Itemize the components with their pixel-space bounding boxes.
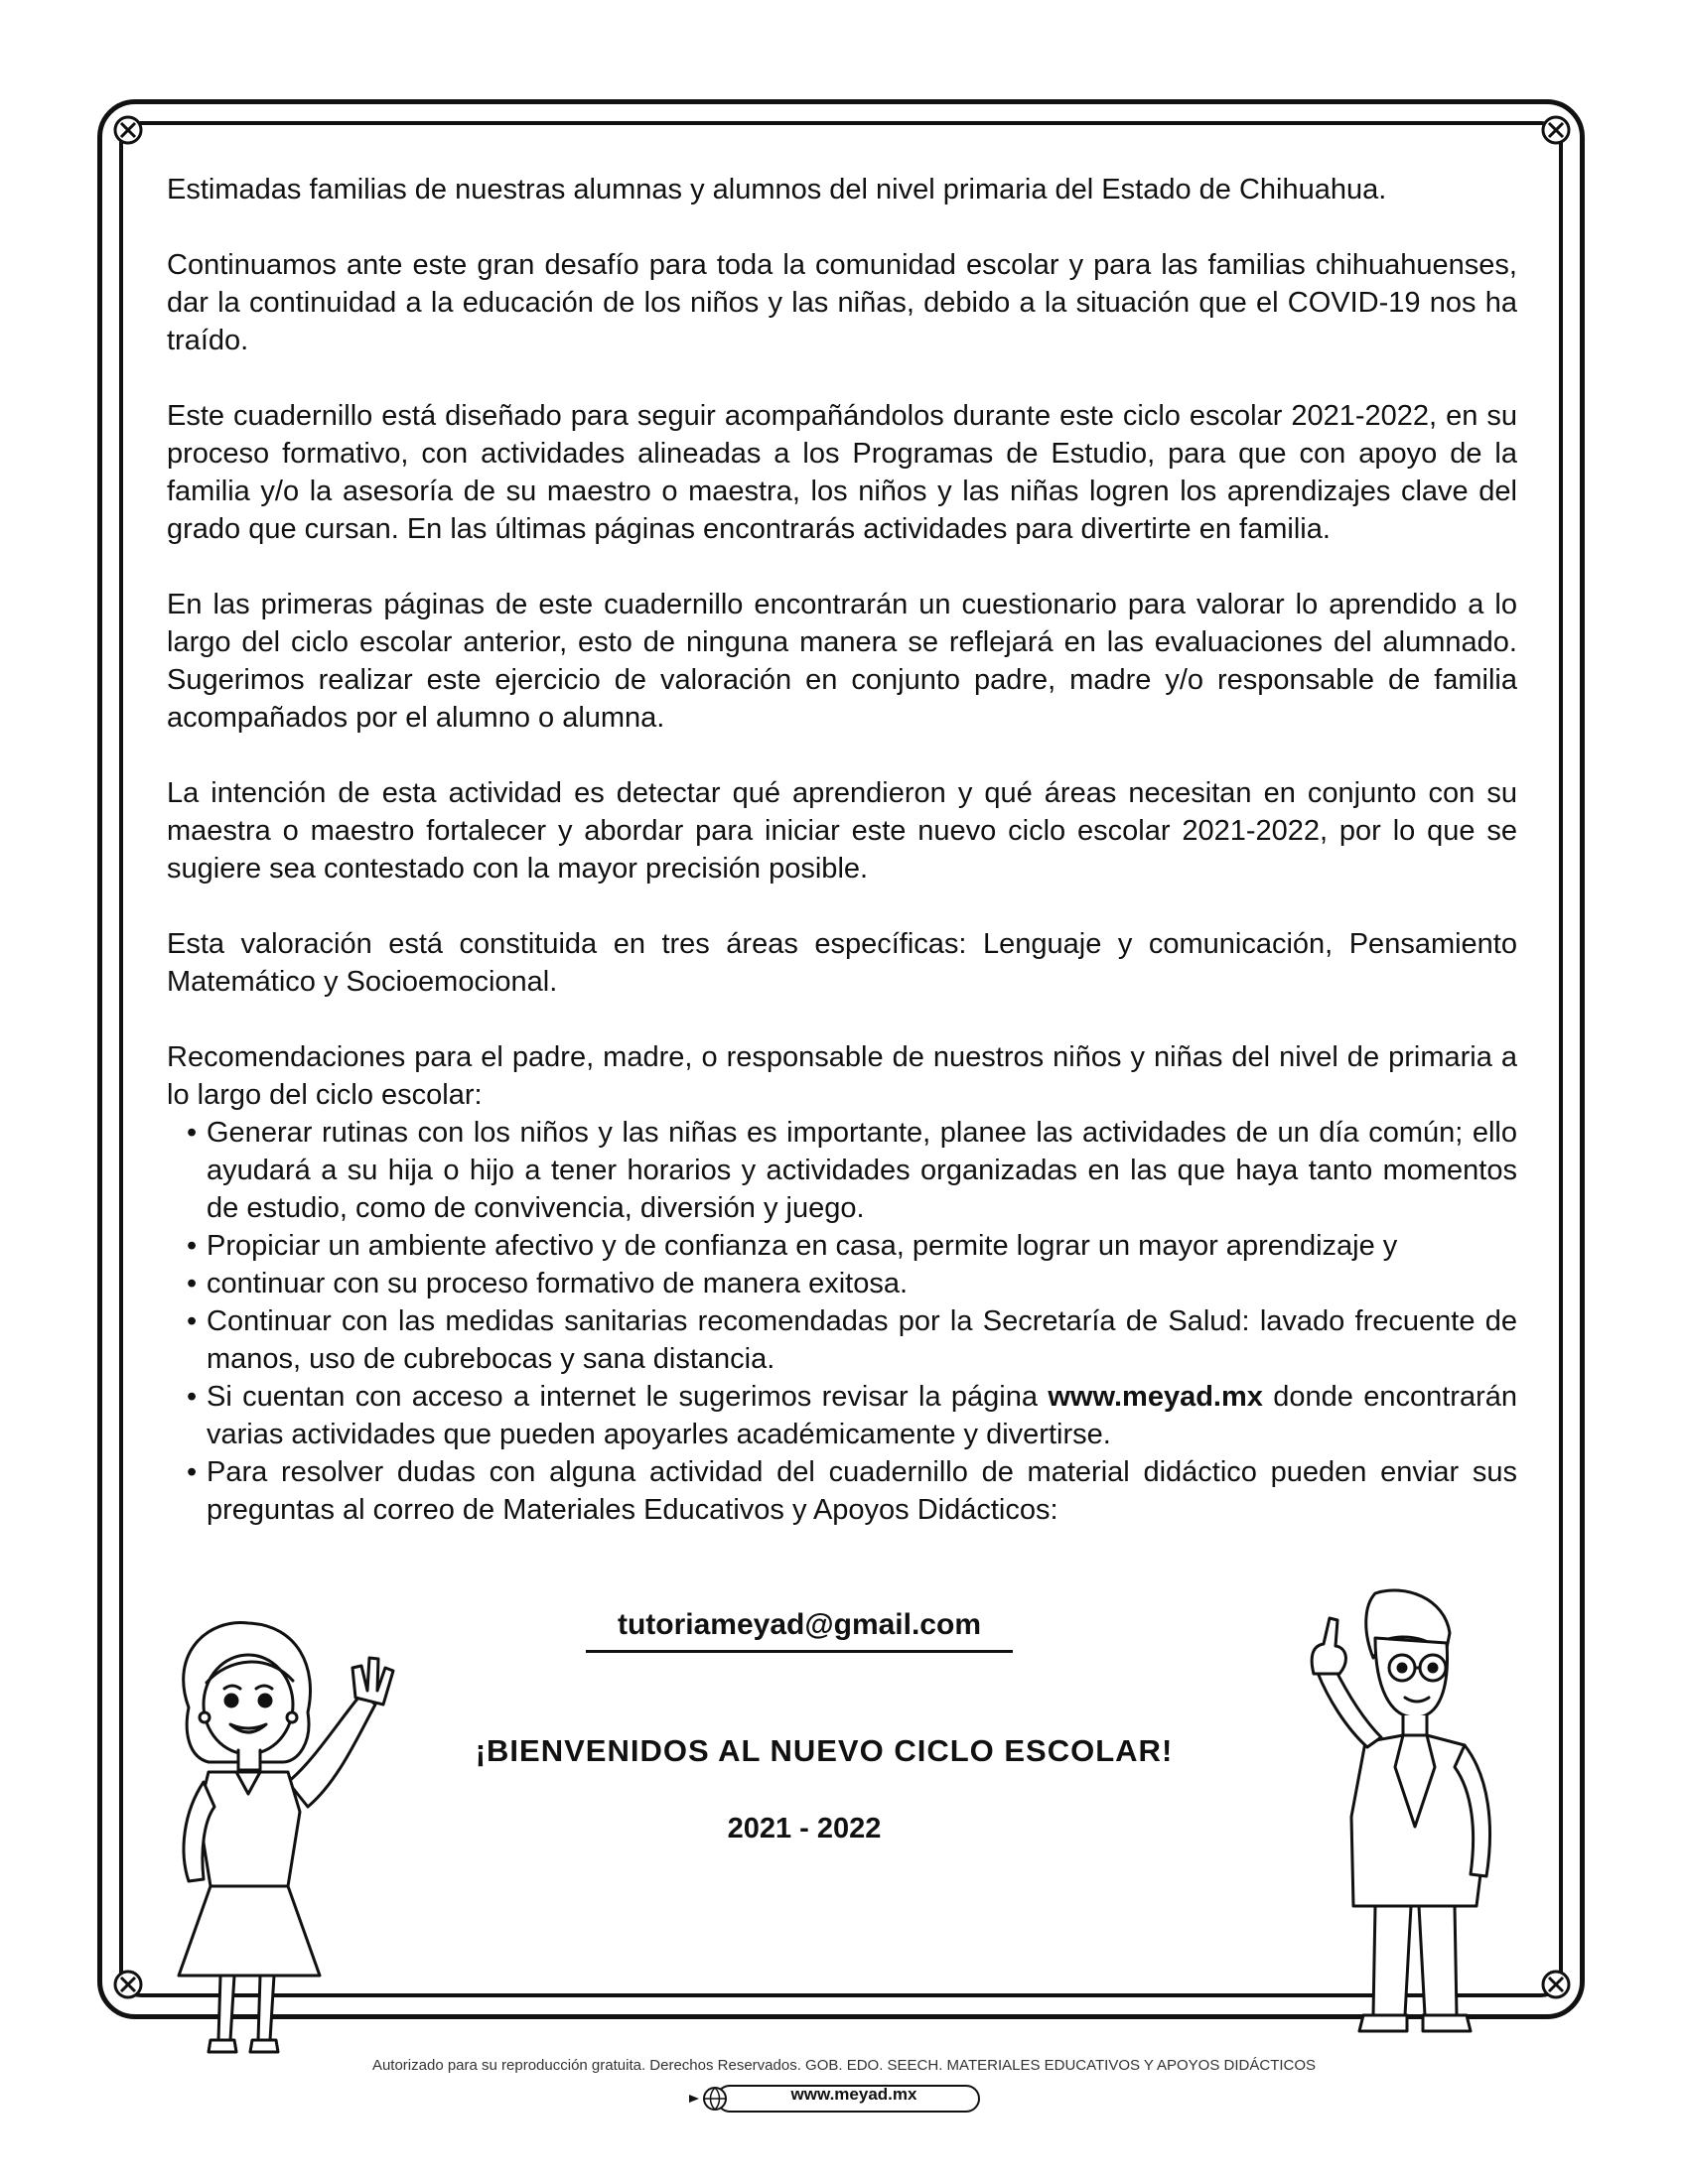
paragraph: Esta valoración está constituida en tres áreas específicas: Lenguaje y comunicación, Pensamiento Matemático y Socioemocional. bbox=[167, 928, 1517, 998]
screw-icon bbox=[1539, 1968, 1573, 2001]
screw-icon bbox=[111, 113, 145, 147]
list-item: • continuar con su proceso formativo de manera exitosa. bbox=[187, 1268, 909, 1299]
paragraph: Continuamos ante este gran desafío para toda la comunidad escolar y para las familias chihuahuenses, dar la continuidad a la educación de los niños y las niñas, debido a la situación que el COVID-19 nos ha traído. bbox=[167, 249, 1517, 356]
school-year: 2021 - 2022 bbox=[727, 1813, 882, 1844]
professor-illustration bbox=[1256, 1578, 1514, 2055]
screw-icon bbox=[111, 1968, 145, 2001]
paragraph: La intención de esta actividad es detectar qué aprendieron y qué áreas necesitan en conjunto con su maestra o maestro fortalecer y abordar para iniciar este nuevo ciclo escolar 2021-2022, por lo que se sugiere sea contestado con la mayor precisión posible. bbox=[167, 777, 1517, 885]
recommendations-intro: Recomendaciones para el padre, madre, o responsable de nuestros niños y niñas del nivel de primaria a lo largo del ciclo escolar: bbox=[167, 1041, 1517, 1111]
screw-icon bbox=[1539, 113, 1573, 147]
greeting: Estimadas familias de nuestras alumnas y alumnos del nivel primaria del Estado de Chihuahua. bbox=[167, 174, 1387, 205]
contact-email[interactable]: tutoriameyad@gmail.com bbox=[586, 1608, 1013, 1653]
list-item: • Propiciar un ambiente afectivo y de confianza en casa, permite lograr un mayor aprendizaje y bbox=[187, 1230, 1398, 1262]
list-item: • Para resolver dudas con alguna actividad del cuadernillo de material didáctico pueden enviar sus preguntas al correo de Materiales Educativos y Apoyos Didácticos: bbox=[187, 1456, 1517, 1526]
teacher-illustration bbox=[149, 1613, 407, 2060]
list-item: • Generar rutinas con los niños y las niñas es importante, planee las actividades de un día común; ello ayudará a su hija o hijo a tener horarios y actividades organizadas en las que haya tanto momentos de estudio, como de convivencia, diversión y juego. bbox=[187, 1117, 1517, 1224]
list-item: • Continuar con las medidas sanitarias recomendadas por la Secretaría de Salud: lavado frecuente de manos, uso de cubrebocas y sana distancia. bbox=[187, 1305, 1517, 1375]
recommendations-list bbox=[167, 1114, 1517, 1529]
footer-notice: Autorizado para su reproducción gratuita. Derechos Reservados. GOB. EDO. SEECH. MATERIALES EDUCATIVOS Y APOYOS DIDÁCTICOS bbox=[371, 2057, 1317, 2074]
welcome-heading: ¡BIENVENIDOS AL NUEVO CICLO ESCOLAR! bbox=[475, 1733, 1174, 1768]
website-link[interactable]: www.meyad.mx bbox=[1048, 1381, 1263, 1413]
paragraph: En las primeras páginas de este cuadernillo encontrarán un cuestionario para valorar lo aprendido a lo largo del ciclo escolar anterior, esto de ninguna manera se reflejará en las evaluaciones del alumnado. Sugerimos realizar este ejercicio de valoración en conjunto padre, madre y/o responsable de familia acompañados por el alumno o alumna. bbox=[167, 589, 1517, 734]
paragraph: Este cuadernillo está diseñado para seguir acompañándolos durante este ciclo escolar 2021-2022, en su proceso formativo, con actividades alineadas a los Programas de Estudio, para que con apoyo de la familia y/o la asesoría de su maestro o maestra, los niños y las niñas logren los aprendizajes clave del grado que cursan. En las últimas páginas encontrarás actividades para divertirte en familia. bbox=[167, 400, 1517, 545]
footer-url[interactable]: www.meyad.mx bbox=[790, 2085, 917, 2104]
letter-body bbox=[167, 171, 1517, 1529]
list-item: • Si cuentan con acceso a internet le sugerimos revisar la página www.meyad.mx donde encontrarán varias actividades que pueden apoyarles académicamente y divertirse. bbox=[187, 1381, 1518, 1450]
